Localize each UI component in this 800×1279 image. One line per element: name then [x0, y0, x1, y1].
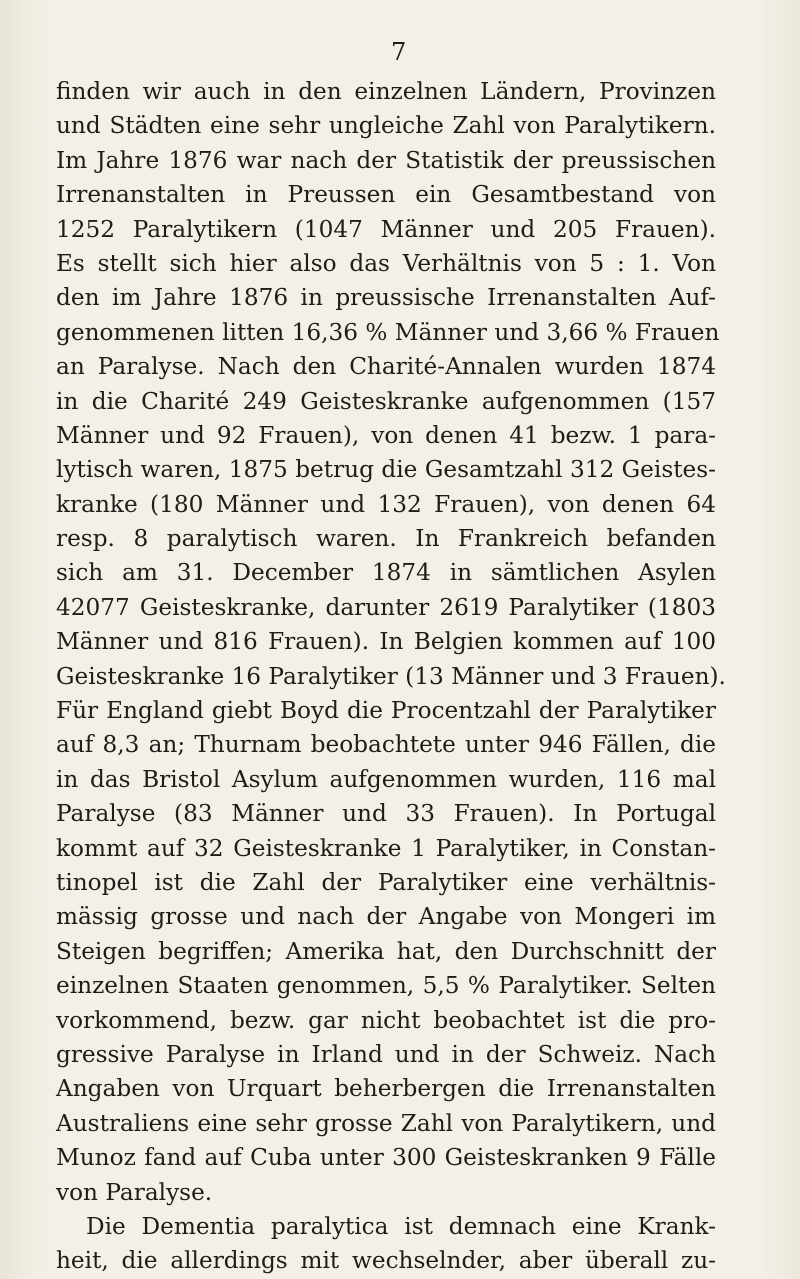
text-line: Im Jahre 1876 war nach der Statistik der preussischen	[56, 146, 716, 174]
text-line: Australiens eine sehr grosse Zahl von Paralytikern, und	[56, 1109, 716, 1137]
text-line: 1252 Paralytikern (1047 Männer und 205 Frauen).	[56, 215, 716, 243]
text-line: 42077 Geisteskranke, darunter 2619 Paralytiker (1803	[56, 593, 716, 621]
text-line: Paralyse (83 Männer und 33 Frauen). In Portugal	[56, 800, 716, 828]
text-line: Angaben von Urquart beherbergen die Irrenanstalten	[56, 1075, 716, 1103]
text-line: vorkommend, bezw. gar nicht beobachtet ist die pro-	[56, 1006, 716, 1034]
body-text	[56, 75, 726, 1279]
text-line: Es stellt sich hier also das Verhältnis von 5 : 1. Von	[56, 249, 716, 277]
text-line: und Städten eine sehr ungleiche Zahl von Paralytikern.	[56, 112, 716, 140]
text-line: einzelnen Staaten genommen, 5,5 % Paralytiker. Selten	[56, 972, 716, 1000]
text-line: kranke (180 Männer und 132 Frauen), von denen 64	[56, 490, 716, 518]
page-number: 7	[391, 38, 407, 66]
paragraph-first-line: Die Dementia paralytica ist demnach eine Krank-	[86, 1212, 716, 1240]
text-line: Steigen begriffen; Amerika hat, den Durchschnitt der	[56, 937, 716, 965]
text-line: Munoz fand auf Cuba unter 300 Geisteskranken 9 Fälle	[56, 1144, 716, 1172]
text-line: Geisteskranke 16 Paralytiker (13 Männer und 3 Frauen).	[56, 662, 726, 690]
text-line: Männer und 816 Frauen). In Belgien kommen auf 100	[56, 628, 716, 656]
text-line: in das Bristol Asylum aufgenommen wurden, 116 mal	[56, 765, 716, 793]
text-line: heit, die allerdings mit wechselnder, aber überall zu-	[56, 1247, 716, 1275]
paragraph-last-line: von Paralyse.	[56, 1178, 213, 1206]
text-line: resp. 8 paralytisch waren. In Frankreich befanden	[56, 525, 716, 553]
text-line: an Paralyse. Nach den Charité-Annalen wurden 1874	[56, 353, 716, 381]
text-line: mässig grosse und nach der Angabe von Mongeri im	[56, 903, 716, 931]
text-line: auf 8,3 an; Thurnam beobachtete unter 946 Fällen, die	[56, 731, 716, 759]
text-line: genommenen litten 16,36 % Männer und 3,66 % Frauen	[56, 318, 720, 346]
text-line: in die Charité 249 Geisteskranke aufgenommen (157	[56, 387, 716, 415]
text-line: Männer und 92 Frauen), von denen 41 bezw. 1 para-	[56, 421, 716, 449]
text-line: tinopel ist die Zahl der Paralytiker eine verhältnis-	[56, 868, 716, 896]
text-line: gressive Paralyse in Irland und in der Schweiz. Nach	[56, 1040, 716, 1068]
text-line: lytisch waren, 1875 betrug die Gesamtzahl 312 Geistes-	[56, 456, 716, 484]
text-line: Für England giebt Boyd die Procentzahl der Paralytiker	[56, 697, 716, 725]
text-line: finden wir auch in den einzelnen Ländern, Provinzen	[56, 78, 716, 105]
text-line: kommt auf 32 Geisteskranke 1 Paralytiker, in Constan-	[56, 834, 716, 862]
text-line: Irrenanstalten in Preussen ein Gesamtbestand von	[56, 181, 716, 209]
text-line: den im Jahre 1876 in preussische Irrenanstalten Auf-	[56, 284, 716, 312]
text-line: sich am 31. December 1874 in sämtlichen Asylen	[56, 559, 716, 587]
